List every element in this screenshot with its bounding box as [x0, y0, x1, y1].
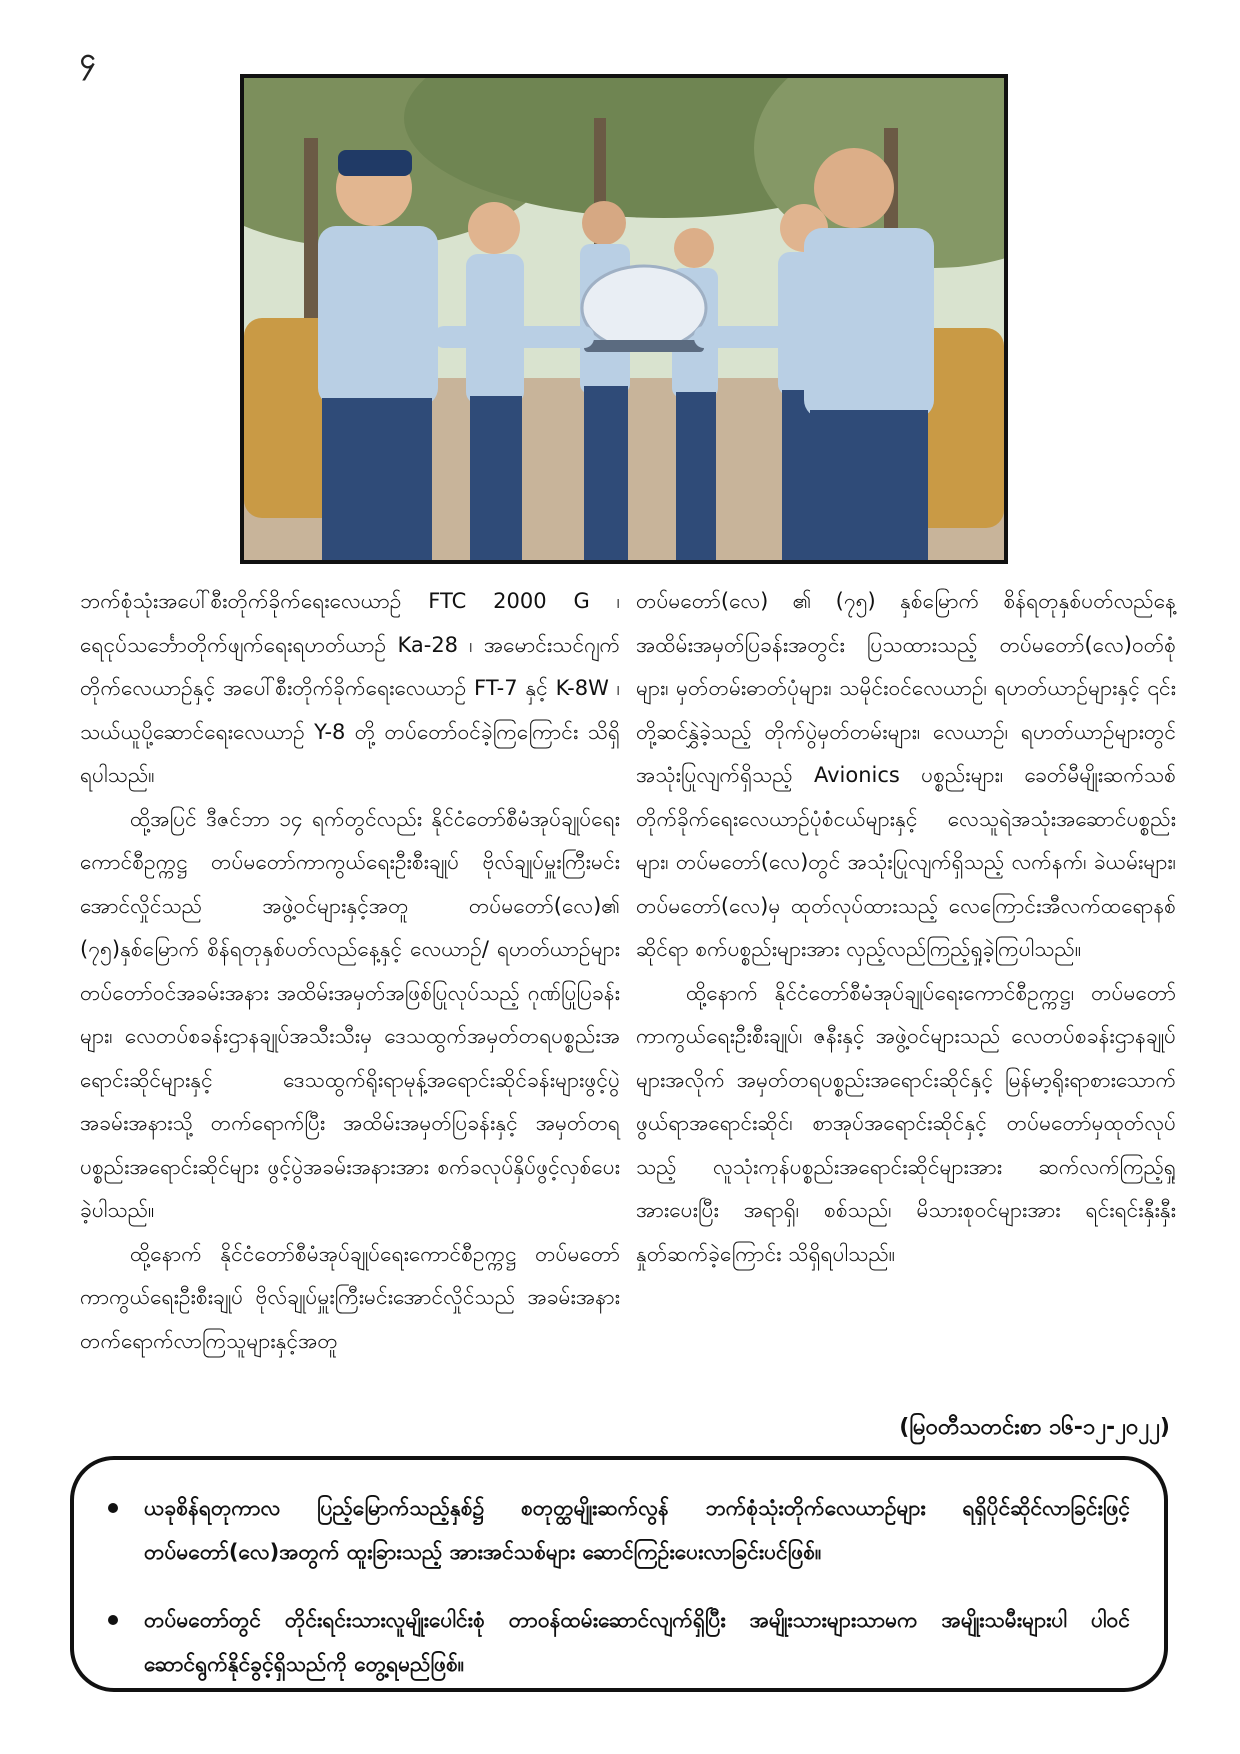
article-paragraph: ဘက်စုံသုံးအပေါ်စီးတိုက်ခိုက်ရေးလေယာဉ် FTC 2000 G ၊ ရေငုပ်သင်္ဘောတိုက်ဖျက်ရေးရဟတ်ယာဉ် Ka-28 ၊ အမောင်းသင်ဂျက်တိုက်လေယာဉ်နှင့် အပေါ်စီးတိုက်ခိုက်ရေးလေယာဉ် FT-7 နှင့် K-8W ၊ သယ်ယူပို့ဆောင်ရေးလေယာဉ် Y-8 တို့ တပ်တော်ဝင်ခဲ့ကြကြောင်း သိရှိရပါသည်။ — [80, 589, 620, 787]
page-number: ၄ — [80, 42, 96, 75]
bullet-dot-icon — [108, 1615, 118, 1625]
article-source: (မြဝတီသတင်းစာ ၁၆-၁၂-၂၀၂၂) — [899, 1415, 1170, 1440]
ceremony-photo — [240, 74, 1008, 564]
highlight-bullet — [102, 1486, 1130, 1574]
article-right-column — [636, 580, 1176, 1276]
ceremony-photo-illustration — [244, 78, 1004, 560]
article-paragraph: ထို့အပြင် ဒီဇင်ဘာ ၁၄ ရက်တွင်လည်း နိုင်ငံတော်စီမံအုပ်ချုပ်ရေးကောင်စီဥက္ကဋ္ဌ တပ်မတော်ကာကွယ်ရေးဦးစီးချုပ် ဗိုလ်ချုပ်မှူးကြီးမင်းအောင်လှိုင်သည် အဖွဲ့ဝင်များနှင့်အတူ တပ်မတော်(လေ)၏ (၇၅)နှစ်မြောက် စိန်ရတုနှစ်ပတ်လည်နေ့နှင့် လေယာဉ်/ ရဟတ်ယာဉ်များ တပ်တော်ဝင်အခမ်းအနား အထိမ်းအမှတ်အဖြစ်ပြုလုပ်သည့် ဂုဏ်ပြုပြခန်းများ၊ လေတပ်စခန်းဌာနချုပ်အသီးသီးမှ ဒေသထွက်အမှတ်တရပစ္စည်းအရောင်းဆိုင်များနှင့် ဒေသထွက်ရိုးရာမုန့်အရောင်းဆိုင်ခန်းများဖွင့်ပွဲအခမ်းအနားသို့ တက်ရောက်ပြီး အထိမ်းအမှတ်ပြခန်းနှင့် အမှတ်တရပစ္စည်းအရောင်းဆိုင်များ ဖွင့်ပွဲအခမ်းအနားအား စက်ခလုပ်နှိပ်ဖွင့်လှစ်ပေးခဲ့ပါသည်။ — [80, 806, 620, 1222]
highlight-text: ယခုစိန်ရတုကာလ ပြည့်မြောက်သည့်နှစ်၌ စတုတ္ထမျိုးဆက်လွန် ဘက်စုံသုံးတိုက်လေယာဉ်များ ရရှိပိုင်ဆိုင်လာခြင်းဖြင့် တပ်မတော်(လေ)အတွက် ထူးခြားသည့် အားအင်သစ်များ ဆောင်ကြဉ်းပေးလာခြင်းပင်ဖြစ်။ — [144, 1496, 1130, 1564]
highlight-text: တပ်မတော်တွင် တိုင်းရင်းသားလူမျိုးပေါင်းစုံ တာဝန်ထမ်းဆောင်လျက်ရှိပြီး အမျိုးသားများသာမက အမျိုးသမီးများပါ ပါဝင်ဆောင်ရွက်နိုင်ခွင့်ရှိသည်ကို တွေ့ရမည်ဖြစ်။ — [144, 1608, 1130, 1676]
article-paragraph: ထို့နောက် နိုင်ငံတော်စီမံအုပ်ချုပ်ရေးကောင်စီဥက္ကဋ္ဌ တပ်မတော်ကာကွယ်ရေးဦးစီးချုပ် ဗိုလ်ချုပ်မှူးကြီးမင်းအောင်လှိုင်သည် အခမ်းအနားတက်ရောက်လာကြသူများနှင့်အတူ — [80, 1241, 620, 1353]
article-left-column — [80, 580, 620, 1363]
article-paragraph: တပ်မတော်(လေ) ၏ (၇၅) နှစ်မြောက် စိန်ရတုနှစ်ပတ်လည်နေ့ အထိမ်းအမှတ်ပြခန်းအတွင်း ပြသထားသည့် တပ်မတော်(လေ)ဝတ်စုံများ၊ မှတ်တမ်းဓာတ်ပုံများ၊ သမိုင်းဝင်လေယာဉ်၊ ရဟတ်ယာဉ်များနှင့် ၎င်းတို့ဆင်နွှဲခဲ့သည့် တိုက်ပွဲမှတ်တမ်းများ၊ လေယာဉ်၊ ရဟတ်ယာဉ်များတွင် အသုံးပြုလျက်ရှိသည့် Avionics ပစ္စည်းများ၊ ခေတ်မီမျိုးဆက်သစ်တိုက်ခိုက်ရေးလေယာဉ်ပုံစံငယ်များနှင့် လေသူရဲအသုံးအဆောင်ပစ္စည်းများ၊ တပ်မတော်(လေ)တွင် အသုံးပြုလျက်ရှိသည့် လက်နက်၊ ခဲယမ်းများ၊ တပ်မတော်(လေ)မှ ထုတ်လုပ်ထားသည့် လေကြောင်းအီလက်ထရောနစ်ဆိုင်ရာ စက်ပစ္စည်းများအား လှည့်လည်ကြည့်ရှုခဲ့ကြပါသည်။ — [636, 589, 1176, 961]
highlight-bullet — [102, 1598, 1130, 1686]
article-paragraph: ထို့နောက် နိုင်ငံတော်စီမံအုပ်ချုပ်ရေးကောင်စီဥက္ကဋ္ဌ၊ တပ်မတော်ကာကွယ်ရေးဦးစီးချုပ်၊ ဇနီးနှင့် အဖွဲ့ဝင်များသည် လေတပ်စခန်းဌာနချုပ်များအလိုက် အမှတ်တရပစ္စည်းအရောင်းဆိုင်နှင့် မြန်မာ့ရိုးရာစားသောက်ဖွယ်ရာအရောင်းဆိုင်၊ စာအုပ်အရောင်းဆိုင်နှင့် တပ်မတော်မှထုတ်လုပ်သည့် လူသုံးကုန်ပစ္စည်းအရောင်းဆိုင်များအား ဆက်လက်ကြည့်ရှုအားပေးပြီး အရာရှိ၊ စစ်သည်၊ မိသားစုဝင်များအား ရင်းရင်းနှီးနှီး နှုတ်ဆက်ခဲ့ကြောင်း သိရှိရပါသည်။ — [636, 980, 1176, 1266]
bullet-dot-icon — [108, 1503, 118, 1513]
highlight-box — [70, 1456, 1168, 1692]
